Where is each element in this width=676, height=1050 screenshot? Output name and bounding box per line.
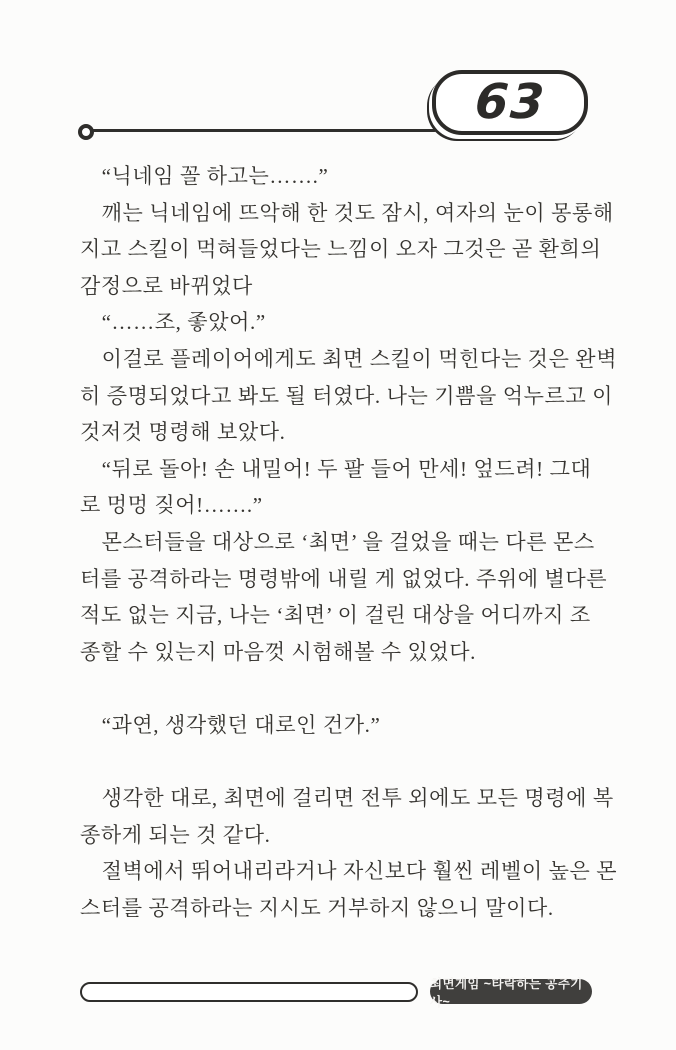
text-line: 지고 스킬이 먹혀들었다는 느낌이 오자 그것은 곧 환희의	[80, 237, 602, 262]
footer-bar	[80, 982, 418, 1002]
text-line: 이걸로 플레이어에게도 최면 스킬이 먹힌다는 것은 완벽	[80, 346, 618, 371]
text-line: 로 멍멍 짖어!…….”	[80, 493, 263, 518]
header-line-ring-icon	[78, 124, 94, 140]
series-title-badge: 최면게임 ~타락하는 공주기사~	[430, 979, 592, 1004]
text-line	[80, 744, 600, 781]
text-line: “닉네임 꼴 하고는…….”	[80, 164, 329, 188]
text-line: 생각한 대로, 최면에 걸리면 전투 외에도 모든 명령에 복	[80, 786, 614, 811]
text-line: 절벽에서 뛰어내리라거나 자신보다 훨씬 레벨이 높은 몬	[80, 859, 618, 884]
text-line: “……조, 좋았어.”	[80, 310, 266, 335]
text-line: “과연, 생각했던 대로인 건가.”	[80, 712, 381, 737]
text-line: 히 증명되었다고 봐도 될 터였다. 나는 기쁨을 억누르고 이	[80, 383, 614, 408]
page-number-badge	[432, 70, 588, 135]
text-line: 적도 없는 지금, 나는 ‘최면’ 이 걸린 대상을 어디까지 조	[80, 603, 591, 628]
text-line: 것저것 명령해 보았다.	[80, 420, 286, 445]
body-text	[80, 158, 618, 926]
text-line: 감정으로 바뀌었다	[80, 273, 253, 298]
text-line: 종하게 되는 것 같다.	[80, 822, 271, 847]
text-line: 터를 공격하라는 명령밖에 내릴 게 없었다. 주위에 별다른	[80, 566, 608, 591]
text-line	[80, 670, 600, 707]
text-line: 스터를 공격하라는 지시도 거부하지 않으니 말이다.	[80, 895, 554, 920]
header-rule	[92, 129, 436, 132]
text-line: 깨는 닉네임에 뜨악해 한 것도 잠시, 여자의 눈이 몽롱해	[80, 200, 614, 225]
text-line: 종할 수 있는지 마음껏 시험해볼 수 있었다.	[80, 639, 477, 664]
text-line: “뒤로 돌아! 손 내밀어! 두 팔 들어 만세! 엎드려! 그대	[80, 456, 592, 481]
text-line: 몬스터들을 대상으로 ‘최면’ 을 걸었을 때는 다른 몬스	[80, 529, 595, 554]
page-number: 63	[472, 73, 548, 130]
